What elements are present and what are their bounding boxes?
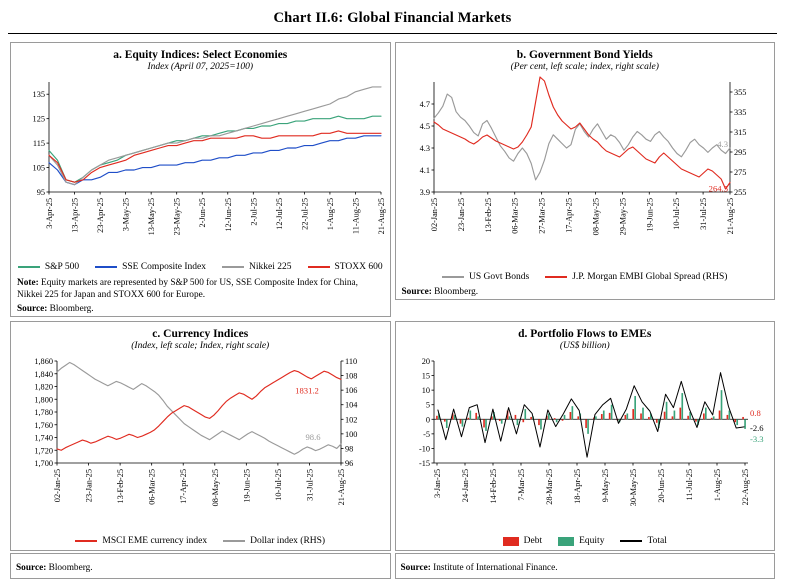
- series-line: [437, 373, 743, 458]
- source-label-a: Source:: [17, 304, 48, 315]
- axis-label: -3.3: [749, 434, 764, 445]
- panel-b-subtitle: (Per cent, left scale; index, right scale): [510, 62, 659, 72]
- cell-a: [8, 40, 393, 319]
- bar-equity: [665, 402, 667, 419]
- bar-equity: [469, 411, 471, 420]
- panel-portfolio-flows: [395, 321, 776, 551]
- bar-debt: [600, 414, 602, 419]
- panel-b-legend: [400, 269, 771, 284]
- axis-label: 2-Jun-25: [198, 198, 208, 228]
- series-line: [49, 87, 381, 185]
- note-text: Equity markets are represented by S&P 500 for US, SSE Composite Index for China, Nikkei 225 for Japan and STOXX 600 for Europe.: [17, 278, 359, 300]
- legend-swatch-usgovt: [442, 276, 464, 278]
- panel-a-source: [17, 304, 384, 314]
- bar-debt: [671, 417, 673, 420]
- axis-label: 23-Jan-25: [456, 198, 466, 232]
- legend-swatch-msci: [75, 540, 97, 542]
- panel-d-subtitle: (US$ billion): [559, 341, 610, 352]
- bar-debt: [632, 409, 634, 419]
- panel-c-svg: [15, 353, 389, 533]
- axis-label: 4.7: [419, 100, 430, 109]
- axis-label: 29-May-25: [617, 198, 627, 236]
- axis-label: -5: [422, 430, 430, 440]
- bar-equity: [445, 420, 447, 429]
- axis-label: 23-Apr-25: [96, 198, 106, 233]
- axis-label: 11-Jul-25: [684, 469, 694, 501]
- axis-label: 30-May-25: [628, 469, 638, 507]
- source-text-d: Institute of International Finance.: [430, 563, 558, 574]
- series-line: [434, 94, 730, 180]
- axis-label: 20: [421, 357, 430, 367]
- bar-debt: [710, 418, 712, 419]
- legend-item-msci: [75, 536, 207, 546]
- series-line: [434, 77, 730, 189]
- axis-label: 5: [425, 400, 430, 410]
- panel-d-plot: [400, 353, 771, 533]
- legend-label-sse: SSE Composite Index: [122, 262, 207, 272]
- legend-label-equity: Equity: [579, 536, 605, 547]
- bar-debt: [687, 416, 689, 419]
- bar-equity: [508, 417, 510, 420]
- axis-label: 21-Aug-25: [377, 198, 386, 235]
- legend-swatch-stoxx: [308, 266, 330, 268]
- axis-label: 115: [32, 139, 45, 149]
- bar-equity: [626, 414, 628, 420]
- legend-item-equity: [558, 536, 604, 546]
- panel-c-title: c. Currency Indices: [152, 328, 249, 341]
- axis-label: 355: [733, 88, 746, 97]
- axis-label: 9-May-25: [600, 469, 610, 503]
- axis-label: -2.6: [749, 423, 764, 434]
- axis-label: 0.8: [749, 408, 761, 419]
- panel-grid: [8, 40, 777, 581]
- axis-label: 23-Jan-25: [84, 469, 94, 503]
- bar-debt: [624, 415, 626, 419]
- legend-label-embi: J.P. Morgan EMBI Global Spread (RHS): [572, 272, 728, 282]
- axis-label: 0: [425, 415, 430, 425]
- axis-label: 4.5: [419, 122, 430, 131]
- cell-d: [393, 319, 778, 581]
- bar-equity: [477, 417, 479, 420]
- axis-label: 108: [345, 371, 358, 381]
- bar-debt: [483, 420, 485, 428]
- axis-label: 18-Apr-25: [572, 469, 582, 505]
- legend-item-sp500: [18, 262, 79, 272]
- axis-label: 1-Aug-25: [325, 198, 335, 231]
- axis-label: -10: [418, 444, 430, 454]
- legend-label-usgovt: US Govt Bonds: [469, 272, 530, 282]
- legend-swatch-sp500: [18, 266, 40, 268]
- axis-label: 22-Aug-25: [740, 469, 750, 506]
- legend-swatch-dollar: [223, 540, 245, 542]
- source-label-b: Source:: [401, 287, 432, 297]
- axis-label: 31-Jul-25: [305, 469, 315, 502]
- bar-equity: [595, 417, 597, 420]
- panel-b-plot: [400, 74, 771, 269]
- legend-item-nikkei: [222, 262, 291, 272]
- axis-label: 10-Jul-25: [671, 198, 681, 230]
- series-line: [57, 371, 341, 451]
- source-label-d: Source:: [400, 563, 431, 574]
- bar-debt: [553, 418, 555, 419]
- bar-debt: [443, 420, 445, 422]
- cell-c: [8, 319, 393, 581]
- series-line: [49, 116, 381, 182]
- bar-equity: [524, 409, 526, 419]
- axis-label: 1,740: [34, 433, 53, 443]
- bar-equity: [555, 420, 557, 423]
- axis-label: 17-Apr-25: [564, 198, 574, 233]
- bar-equity: [461, 420, 463, 427]
- legend-swatch-equity: [558, 537, 574, 546]
- bar-debt: [585, 420, 587, 429]
- axis-label: 2-Jul-25: [249, 197, 259, 226]
- axis-label: 1,800: [34, 395, 53, 405]
- panel-a-note: [17, 278, 384, 301]
- bar-debt: [467, 418, 469, 419]
- axis-label: 3.9: [419, 188, 430, 197]
- axis-label: 12-Jul-25: [274, 198, 284, 230]
- axis-label: 135: [32, 90, 45, 100]
- bar-equity: [485, 420, 487, 432]
- axis-label: 4.3: [419, 144, 430, 153]
- axis-label: 1,760: [34, 420, 53, 430]
- axis-label: 4.1: [419, 166, 430, 175]
- panel-c-legend: [15, 533, 386, 548]
- axis-label: 08-May-25: [590, 198, 600, 236]
- axis-label: 27-Mar-25: [537, 198, 547, 234]
- bar-equity: [634, 396, 636, 419]
- axis-label: 98.6: [305, 432, 321, 443]
- bar-debt: [726, 415, 728, 419]
- legend-item-embi: [545, 272, 727, 282]
- bar-debt: [577, 417, 579, 420]
- axis-label: 96: [345, 459, 354, 469]
- source-text-c: Bloomberg.: [46, 563, 93, 574]
- axis-label: 24-Jan-25: [460, 469, 470, 503]
- axis-label: 13-Apr-25: [70, 198, 80, 233]
- axis-label: 31-Jul-25: [698, 198, 708, 230]
- panel-d-legend: [400, 533, 771, 548]
- bar-debt: [703, 414, 705, 420]
- bar-debt: [663, 412, 665, 420]
- panel-b-title: b. Government Bond Yields: [516, 49, 653, 61]
- axis-label: 21-Aug-25: [725, 198, 735, 235]
- legend-item-stoxx: [308, 262, 383, 272]
- axis-label: 10: [421, 386, 430, 396]
- bar-equity: [720, 390, 722, 419]
- legend-item-total: [620, 536, 666, 546]
- legend-item-sse: [95, 262, 206, 272]
- source-label-c: Source:: [16, 563, 47, 574]
- axis-label: 110: [345, 357, 358, 367]
- legend-item-dollar: [223, 536, 325, 546]
- axis-label: 1831.2: [295, 385, 319, 396]
- bar-debt: [640, 414, 642, 420]
- axis-label: 1-Aug-25: [712, 469, 722, 502]
- bar-debt: [561, 420, 563, 421]
- axis-label: 12-Jun-25: [223, 198, 233, 232]
- axis-label: 315: [733, 128, 746, 137]
- axis-label: 23-May-25: [172, 198, 182, 236]
- bar-debt: [436, 416, 438, 419]
- axis-label: 15: [421, 371, 430, 381]
- source-text-b: Bloomberg.: [431, 287, 479, 297]
- axis-label: 1,860: [34, 357, 53, 367]
- bar-equity: [642, 408, 644, 420]
- legend-label-debt: Debt: [523, 536, 543, 547]
- legend-swatch-nikkei: [222, 266, 244, 268]
- bar-equity: [587, 420, 589, 435]
- bar-debt: [530, 417, 532, 419]
- panel-a-plot: [15, 74, 386, 259]
- panel-d-source-band: [395, 553, 776, 579]
- bar-debt: [459, 420, 461, 424]
- legend-label-stoxx: STOXX 600: [334, 262, 383, 272]
- bar-equity: [500, 420, 502, 424]
- bar-equity: [563, 415, 565, 419]
- axis-label: 1,720: [34, 446, 53, 456]
- bar-equity: [712, 417, 714, 420]
- panel-a-legend: [15, 259, 386, 274]
- axis-label: 125: [32, 114, 45, 124]
- axis-label: 13-Feb-25: [116, 469, 126, 504]
- bar-debt: [522, 420, 524, 423]
- panel-d-svg: [400, 353, 774, 533]
- axis-label: 3-Jan-25: [432, 469, 442, 499]
- bar-debt: [679, 408, 681, 420]
- axis-label: 105: [32, 163, 45, 173]
- axis-label: 20-Jun-25: [656, 469, 666, 503]
- bar-debt: [718, 411, 720, 420]
- series-line: [49, 131, 381, 182]
- axis-label: 19-Jun-25: [644, 197, 654, 232]
- axis-label: 95: [36, 188, 45, 197]
- bar-debt: [742, 417, 744, 419]
- panel-bond-yields: [395, 42, 776, 300]
- panel-a-svg: [15, 74, 389, 259]
- axis-label: 02-Jan-25: [53, 469, 62, 503]
- legend-swatch-debt: [503, 537, 519, 546]
- bar-equity: [736, 420, 738, 426]
- bar-debt: [475, 413, 477, 419]
- bar-equity: [610, 405, 612, 420]
- bar-equity: [571, 406, 573, 419]
- axis-label: 275: [733, 168, 746, 177]
- bar-debt: [655, 420, 657, 423]
- legend-label-sp500: S&P 500: [44, 262, 80, 272]
- axis-label: 104: [345, 400, 358, 410]
- bar-debt: [498, 420, 500, 422]
- axis-label: 17-Apr-25: [179, 469, 189, 505]
- legend-swatch-total: [620, 540, 642, 542]
- note-label: Note:: [17, 278, 39, 288]
- axis-label: 264.5: [708, 183, 728, 194]
- legend-swatch-sse: [95, 266, 117, 268]
- legend-label-nikkei: Nikkei 225: [249, 262, 292, 272]
- axis-label: 3-Apr-25: [45, 198, 54, 229]
- bar-debt: [695, 420, 697, 422]
- legend-item-usgovt: [442, 272, 529, 282]
- axis-label: 06-Mar-25: [510, 198, 520, 234]
- panel-c-source-band: [10, 553, 391, 579]
- axis-label: 4.3: [716, 139, 728, 149]
- axis-label: 1,780: [34, 408, 53, 418]
- bar-equity: [516, 420, 518, 426]
- legend-label-total: Total: [647, 536, 667, 547]
- axis-label: 13-May-25: [147, 198, 157, 236]
- axis-label: 295: [733, 148, 746, 157]
- axis-label: 10-Jul-25: [273, 469, 283, 502]
- panel-d-title: d. Portfolio Flows to EMEs: [518, 328, 652, 341]
- cell-b: [393, 40, 778, 319]
- bar-debt: [569, 412, 571, 419]
- bar-equity: [704, 408, 706, 420]
- panel-a-title: a. Equity Indices: Select Economies: [113, 49, 288, 61]
- bar-equity: [540, 420, 542, 430]
- bar-equity: [744, 420, 746, 430]
- legend-item-debt: [503, 536, 542, 546]
- bar-equity: [681, 393, 683, 419]
- panel-currency-indices: [10, 321, 391, 551]
- title-divider: [8, 33, 777, 34]
- source-text-a: Bloomberg.: [47, 304, 94, 315]
- axis-label: 1,840: [34, 369, 53, 379]
- axis-label: 98: [345, 444, 354, 454]
- panel-c-subtitle: (Index, left scale; Index, right scale): [131, 341, 270, 352]
- panel-c-plot: [15, 353, 386, 533]
- bar-equity: [673, 411, 675, 420]
- axis-label: 11-Aug-25: [351, 198, 361, 235]
- axis-label: 1,700: [34, 459, 53, 469]
- panel-equity-indices: [10, 42, 391, 317]
- bar-debt: [538, 420, 540, 426]
- axis-label: -15: [418, 459, 430, 469]
- axis-label: 106: [345, 386, 358, 396]
- axis-label: 100: [345, 430, 358, 440]
- axis-label: 22-Jul-25: [300, 198, 310, 230]
- axis-label: 08-May-25: [210, 469, 220, 507]
- axis-label: 335: [733, 108, 746, 117]
- legend-label-msci: MSCI EME currency index: [102, 536, 208, 547]
- bar-debt: [648, 417, 650, 419]
- series-line: [49, 136, 381, 185]
- bar-debt: [514, 415, 516, 419]
- bar-equity: [602, 411, 604, 420]
- axis-label: 06-Mar-25: [147, 469, 157, 505]
- panel-b-source: [402, 287, 769, 297]
- axis-label: 7-Mar-25: [516, 469, 526, 501]
- page-title: Chart II.6: Global Financial Markets: [273, 10, 512, 26]
- axis-label: 28-Mar-25: [544, 469, 554, 505]
- panel-a-subtitle: Index (April 07, 2025=100): [147, 62, 254, 72]
- axis-label: 19-Jun-25: [242, 469, 252, 503]
- bar-debt: [608, 413, 610, 419]
- axis-label: 14-Feb-25: [488, 469, 498, 504]
- bar-debt: [734, 420, 736, 423]
- axis-label: 02-Jan-25: [429, 198, 439, 232]
- panel-b-svg: [400, 74, 774, 269]
- axis-label: 102: [345, 415, 358, 425]
- legend-label-dollar: Dollar index (RHS): [250, 536, 326, 547]
- axis-label: 3-May-25: [121, 198, 131, 232]
- axis-label: 255: [733, 188, 746, 197]
- axis-label: 1,820: [34, 382, 53, 392]
- legend-swatch-embi: [545, 276, 567, 278]
- axis-label: 21-Aug-25: [337, 469, 346, 506]
- axis-label: 13-Feb-25: [483, 198, 493, 233]
